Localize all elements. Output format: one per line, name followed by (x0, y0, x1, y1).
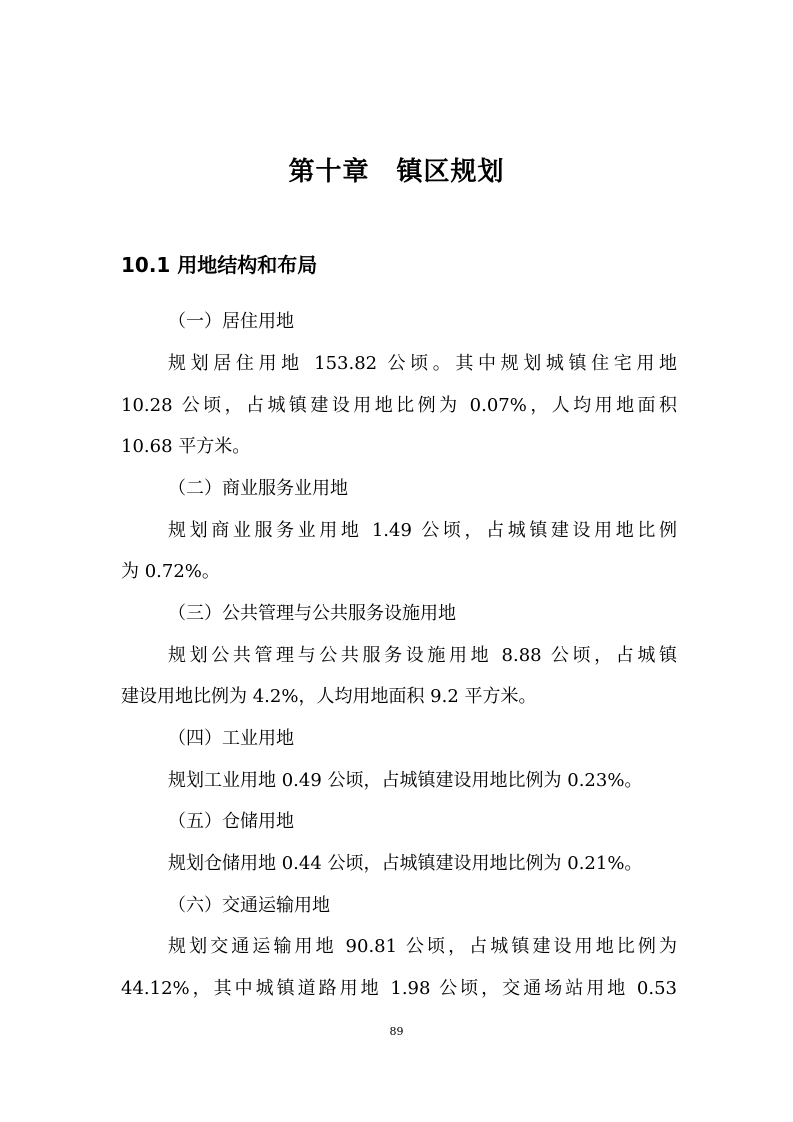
paragraph-line: 规划仓储用地 0.44 公顷，占城镇建设用地比例为 0.21%。 (168, 853, 643, 874)
paragraph-line: 规划商业服务业用地 1.49 公顷，占城镇建设用地比例 (168, 520, 677, 541)
paragraph-line: 规划居住用地 153.82 公顷。其中规划城镇住宅用地 (168, 353, 677, 374)
paragraph-line: 建设用地比例为 4.2%，人均用地面积 9.2 平方米。 (121, 686, 537, 707)
subheading-industrial: （四）工业用地 (168, 728, 294, 749)
section-title: 10.1 用地结构和布局 (121, 253, 318, 277)
paragraph-line: 规划工业用地 0.49 公顷，占城镇建设用地比例为 0.23%。 (168, 770, 643, 791)
subheading-residential: （一）居住用地 (168, 311, 294, 332)
paragraph-line: 44.12%，其中城镇道路用地 1.98 公顷，交通场站用地 0.53 (121, 978, 678, 999)
paragraph-line: 规划交通运输用地 90.81 公顷，占城镇建设用地比例为 (168, 936, 677, 957)
chapter-title: 第十章 镇区规划 (288, 157, 505, 187)
subheading-commercial: （二）商业服务业用地 (168, 478, 348, 499)
paragraph-line: 为 0.72%。 (121, 561, 220, 582)
page-number: 89 (389, 1025, 404, 1038)
paragraph-line: 10.28 公顷，占城镇建设用地比例为 0.07%，人均用地面积 (121, 395, 677, 416)
paragraph-line: 规划公共管理与公共服务设施用地 8.88 公顷，占城镇 (168, 645, 677, 666)
subheading-public-service: （三）公共管理与公共服务设施用地 (168, 603, 456, 624)
subheading-transport: （六）交通运输用地 (168, 895, 330, 916)
subheading-storage: （五）仓储用地 (168, 811, 294, 832)
paragraph-line: 10.68 平方米。 (121, 436, 251, 457)
